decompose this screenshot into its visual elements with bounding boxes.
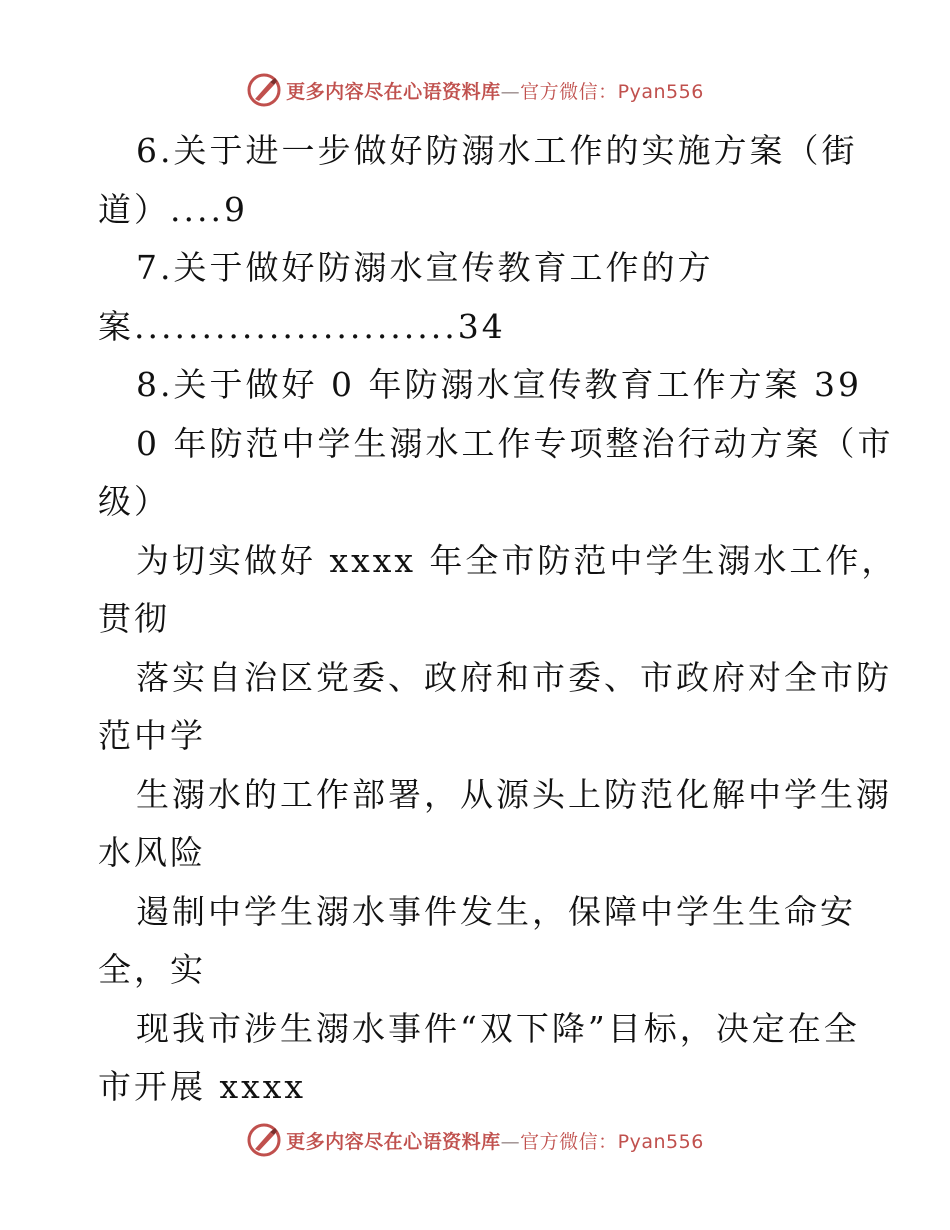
- paragraph-line: 贯彻: [98, 599, 170, 638]
- banner-separator: —: [500, 1130, 521, 1153]
- banner-main-text: 更多内容尽在心语资料库: [286, 1130, 501, 1153]
- paragraph-line: 水风险: [98, 833, 206, 872]
- toc-line: 案........................34: [98, 306, 506, 346]
- paragraph-line: 落实自治区党委、政府和市委、市政府对全市防: [136, 657, 892, 697]
- banner-separator: —: [500, 80, 521, 103]
- banner-wechat-text: 官方微信：Pyan556: [520, 80, 704, 103]
- logo-icon: [246, 72, 282, 108]
- section-title: 0 年防范中学生溺水工作专项整治行动方案（市: [136, 423, 894, 463]
- banner-wechat-text: 官方微信：Pyan556: [520, 1130, 704, 1153]
- paragraph-line: 为切实做好 xxxx 年全市防范中学生溺水工作，: [136, 540, 898, 580]
- footer-banner: [0, 1120, 950, 1160]
- header-banner: [0, 70, 950, 110]
- document-body: [98, 122, 898, 1117]
- section-title: 级）: [98, 482, 170, 521]
- toc-line: 7.关于做好防溺水宣传教育工作的方: [136, 248, 714, 287]
- toc-line: 6.关于进一步做好防溺水工作的实施方案（街: [136, 131, 858, 170]
- paragraph-line: 全，实: [98, 950, 206, 989]
- paragraph-line: 现我市涉生溺水事件“双下降”目标，决定在全: [136, 1008, 860, 1048]
- logo-icon: [246, 1122, 282, 1158]
- paragraph-line: 市开展 xxxx: [98, 1067, 306, 1106]
- paragraph-line: 生溺水的工作部署，从源头上防范化解中学生溺: [136, 774, 892, 814]
- paragraph-line: 范中学: [98, 716, 206, 755]
- toc-line: 道）....9: [98, 189, 248, 229]
- banner-main-text: 更多内容尽在心语资料库: [286, 80, 501, 103]
- toc-line: 8.关于做好 0 年防溺水宣传教育工作方案 39: [136, 365, 862, 404]
- paragraph-line: 遏制中学生溺水事件发生，保障中学生生命安: [136, 891, 856, 931]
